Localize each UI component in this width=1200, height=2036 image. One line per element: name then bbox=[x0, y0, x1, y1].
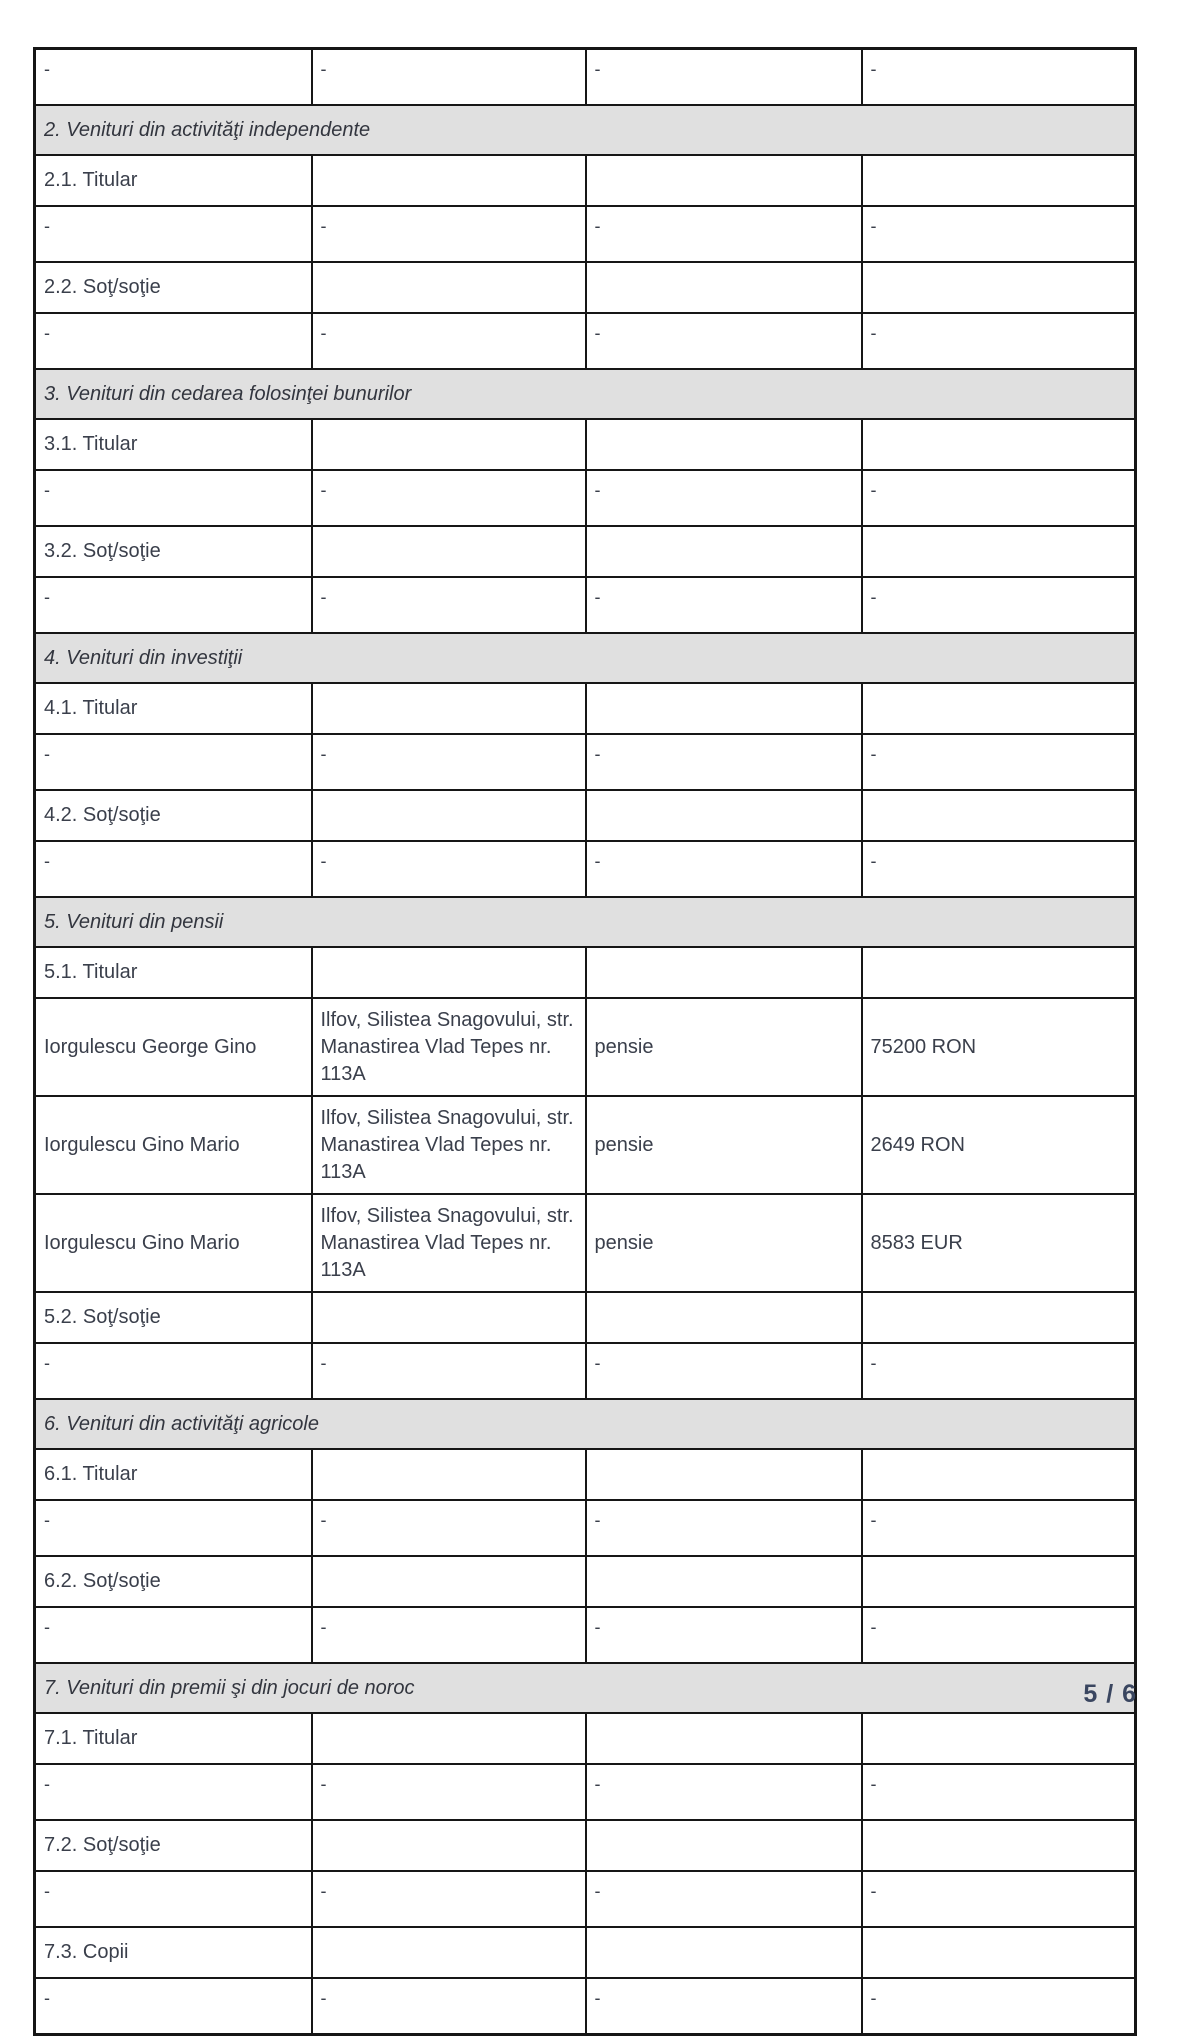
section-header-label: 6. Venituri din activităţi agricole bbox=[35, 1399, 1136, 1449]
table-row bbox=[35, 1713, 1136, 1764]
row-label-cell: 4.2. Soţ/soţie bbox=[35, 790, 312, 841]
data-cell: 75200 RON bbox=[862, 998, 1136, 1096]
section-header-label: 3. Venituri din cedarea folosinţei bunurilor bbox=[35, 369, 1136, 419]
table-row bbox=[35, 49, 1136, 106]
dash-cell: - bbox=[862, 206, 1136, 262]
table-row bbox=[35, 155, 1136, 206]
empty-cell bbox=[312, 1713, 586, 1764]
empty-cell bbox=[862, 1820, 1136, 1871]
dash-cell: - bbox=[586, 1764, 862, 1820]
empty-cell bbox=[862, 262, 1136, 313]
empty-cell bbox=[862, 1292, 1136, 1343]
table-row bbox=[35, 1978, 1136, 2035]
dash-cell: - bbox=[586, 841, 862, 897]
row-label-cell: 7.2. Soţ/soţie bbox=[35, 1820, 312, 1871]
dash-cell: - bbox=[35, 1764, 312, 1820]
empty-cell bbox=[586, 1713, 862, 1764]
empty-cell bbox=[312, 1820, 586, 1871]
dash-cell: - bbox=[586, 206, 862, 262]
table-row bbox=[35, 419, 1136, 470]
row-label-cell: 5.1. Titular bbox=[35, 947, 312, 998]
empty-cell bbox=[312, 1449, 586, 1500]
dash-cell: - bbox=[35, 734, 312, 790]
empty-cell bbox=[586, 1292, 862, 1343]
table-row bbox=[35, 790, 1136, 841]
dash-cell: - bbox=[35, 1978, 312, 2035]
income-data-row bbox=[35, 1194, 1136, 1292]
section-header-label: 2. Venituri din activităţi independente bbox=[35, 105, 1136, 155]
dash-cell: - bbox=[862, 1871, 1136, 1927]
table-row bbox=[35, 1343, 1136, 1399]
section-header-label: 7. Venituri din premii şi din jocuri de noroc bbox=[35, 1663, 1136, 1713]
dash-cell: - bbox=[586, 1343, 862, 1399]
dash-cell: - bbox=[35, 313, 312, 369]
empty-cell bbox=[586, 419, 862, 470]
empty-cell bbox=[586, 1556, 862, 1607]
table-row bbox=[35, 313, 1136, 369]
data-cell: 2649 RON bbox=[862, 1096, 1136, 1194]
row-label-cell: 7.1. Titular bbox=[35, 1713, 312, 1764]
empty-cell bbox=[312, 526, 586, 577]
section-header-label: 5. Venituri din pensii bbox=[35, 897, 1136, 947]
empty-cell bbox=[312, 1927, 586, 1978]
table-row bbox=[35, 1292, 1136, 1343]
table-row bbox=[35, 841, 1136, 897]
dash-cell: - bbox=[862, 1978, 1136, 2035]
row-label-cell: 6.2. Soţ/soţie bbox=[35, 1556, 312, 1607]
dash-cell: - bbox=[312, 1871, 586, 1927]
dash-cell: - bbox=[312, 313, 586, 369]
dash-cell: - bbox=[586, 734, 862, 790]
empty-cell bbox=[312, 262, 586, 313]
row-label-cell: 4.1. Titular bbox=[35, 683, 312, 734]
dash-cell: - bbox=[312, 1343, 586, 1399]
row-label-cell: 2.2. Soţ/soţie bbox=[35, 262, 312, 313]
dash-cell: - bbox=[586, 49, 862, 106]
table-row bbox=[35, 947, 1136, 998]
dash-cell: - bbox=[862, 470, 1136, 526]
section-header-row bbox=[35, 369, 1136, 419]
table-row bbox=[35, 1871, 1136, 1927]
data-cell: Ilfov, Silistea Snagovului, str. Manastirea Vlad Tepes nr. 113A bbox=[312, 998, 586, 1096]
data-cell: Iorgulescu Gino Mario bbox=[35, 1096, 312, 1194]
section-header-row bbox=[35, 105, 1136, 155]
data-cell: pensie bbox=[586, 1194, 862, 1292]
data-cell: pensie bbox=[586, 998, 862, 1096]
empty-cell bbox=[862, 683, 1136, 734]
page-number: 5 / 6 bbox=[1083, 1680, 1137, 1708]
dash-cell: - bbox=[35, 206, 312, 262]
dash-cell: - bbox=[586, 1607, 862, 1663]
dash-cell: - bbox=[312, 734, 586, 790]
dash-cell: - bbox=[862, 313, 1136, 369]
table-row bbox=[35, 1500, 1136, 1556]
data-cell: Ilfov, Silistea Snagovului, str. Manastirea Vlad Tepes nr. 113A bbox=[312, 1194, 586, 1292]
section-header-row bbox=[35, 633, 1136, 683]
empty-cell bbox=[312, 1292, 586, 1343]
dash-cell: - bbox=[862, 577, 1136, 633]
table-row bbox=[35, 683, 1136, 734]
empty-cell bbox=[862, 526, 1136, 577]
dash-cell: - bbox=[312, 1764, 586, 1820]
table-row bbox=[35, 1449, 1136, 1500]
table-row bbox=[35, 526, 1136, 577]
row-label-cell: 3.1. Titular bbox=[35, 419, 312, 470]
data-cell: Iorgulescu Gino Mario bbox=[35, 1194, 312, 1292]
dash-cell: - bbox=[312, 49, 586, 106]
empty-cell bbox=[312, 1556, 586, 1607]
table-row bbox=[35, 1927, 1136, 1978]
empty-cell bbox=[862, 419, 1136, 470]
dash-cell: - bbox=[312, 841, 586, 897]
dash-cell: - bbox=[312, 206, 586, 262]
row-label-cell: 2.1. Titular bbox=[35, 155, 312, 206]
empty-cell bbox=[586, 1820, 862, 1871]
dash-cell: - bbox=[35, 577, 312, 633]
empty-cell bbox=[586, 155, 862, 206]
empty-cell bbox=[862, 1449, 1136, 1500]
dash-cell: - bbox=[586, 313, 862, 369]
table-row bbox=[35, 734, 1136, 790]
section-header-row bbox=[35, 897, 1136, 947]
dash-cell: - bbox=[35, 841, 312, 897]
income-data-row bbox=[35, 1096, 1136, 1194]
empty-cell bbox=[862, 1927, 1136, 1978]
table-row bbox=[35, 1764, 1136, 1820]
dash-cell: - bbox=[312, 1978, 586, 2035]
dash-cell: - bbox=[312, 470, 586, 526]
table-row bbox=[35, 1556, 1136, 1607]
dash-cell: - bbox=[862, 1343, 1136, 1399]
dash-cell: - bbox=[586, 1978, 862, 2035]
empty-cell bbox=[586, 683, 862, 734]
table-row bbox=[35, 206, 1136, 262]
dash-cell: - bbox=[312, 577, 586, 633]
empty-cell bbox=[586, 262, 862, 313]
row-label-cell: 6.1. Titular bbox=[35, 1449, 312, 1500]
dash-cell: - bbox=[862, 49, 1136, 106]
empty-cell bbox=[862, 790, 1136, 841]
dash-cell: - bbox=[862, 734, 1136, 790]
data-cell: 8583 EUR bbox=[862, 1194, 1136, 1292]
empty-cell bbox=[312, 790, 586, 841]
data-cell: Ilfov, Silistea Snagovului, str. Manastirea Vlad Tepes nr. 113A bbox=[312, 1096, 586, 1194]
dash-cell: - bbox=[312, 1500, 586, 1556]
dash-cell: - bbox=[35, 1343, 312, 1399]
dash-cell: - bbox=[862, 1500, 1136, 1556]
section-header-row bbox=[35, 1663, 1136, 1713]
dash-cell: - bbox=[586, 577, 862, 633]
row-label-cell: 3.2. Soţ/soţie bbox=[35, 526, 312, 577]
data-cell: pensie bbox=[586, 1096, 862, 1194]
dash-cell: - bbox=[862, 1764, 1136, 1820]
table-row bbox=[35, 470, 1136, 526]
empty-cell bbox=[862, 155, 1136, 206]
dash-cell: - bbox=[35, 1607, 312, 1663]
dash-cell: - bbox=[312, 1607, 586, 1663]
data-cell: Iorgulescu George Gino bbox=[35, 998, 312, 1096]
dash-cell: - bbox=[862, 1607, 1136, 1663]
empty-cell bbox=[312, 683, 586, 734]
dash-cell: - bbox=[586, 1500, 862, 1556]
empty-cell bbox=[586, 1927, 862, 1978]
dash-cell: - bbox=[586, 1871, 862, 1927]
dash-cell: - bbox=[586, 470, 862, 526]
table-row bbox=[35, 577, 1136, 633]
empty-cell bbox=[586, 526, 862, 577]
dash-cell: - bbox=[35, 470, 312, 526]
table-row bbox=[35, 1820, 1136, 1871]
row-label-cell: 5.2. Soţ/soţie bbox=[35, 1292, 312, 1343]
income-data-row bbox=[35, 998, 1136, 1096]
dash-cell: - bbox=[35, 49, 312, 106]
row-label-cell: 7.3. Copii bbox=[35, 1927, 312, 1978]
empty-cell bbox=[862, 1713, 1136, 1764]
empty-cell bbox=[312, 947, 586, 998]
dash-cell: - bbox=[35, 1500, 312, 1556]
empty-cell bbox=[862, 947, 1136, 998]
section-header-label: 4. Venituri din investiţii bbox=[35, 633, 1136, 683]
income-declaration-table bbox=[33, 47, 1137, 2036]
empty-cell bbox=[586, 790, 862, 841]
dash-cell: - bbox=[862, 841, 1136, 897]
empty-cell bbox=[586, 1449, 862, 1500]
table-row bbox=[35, 262, 1136, 313]
section-header-row bbox=[35, 1399, 1136, 1449]
empty-cell bbox=[862, 1556, 1136, 1607]
empty-cell bbox=[586, 947, 862, 998]
empty-cell bbox=[312, 419, 586, 470]
dash-cell: - bbox=[35, 1871, 312, 1927]
empty-cell bbox=[312, 155, 586, 206]
table-row bbox=[35, 1607, 1136, 1663]
